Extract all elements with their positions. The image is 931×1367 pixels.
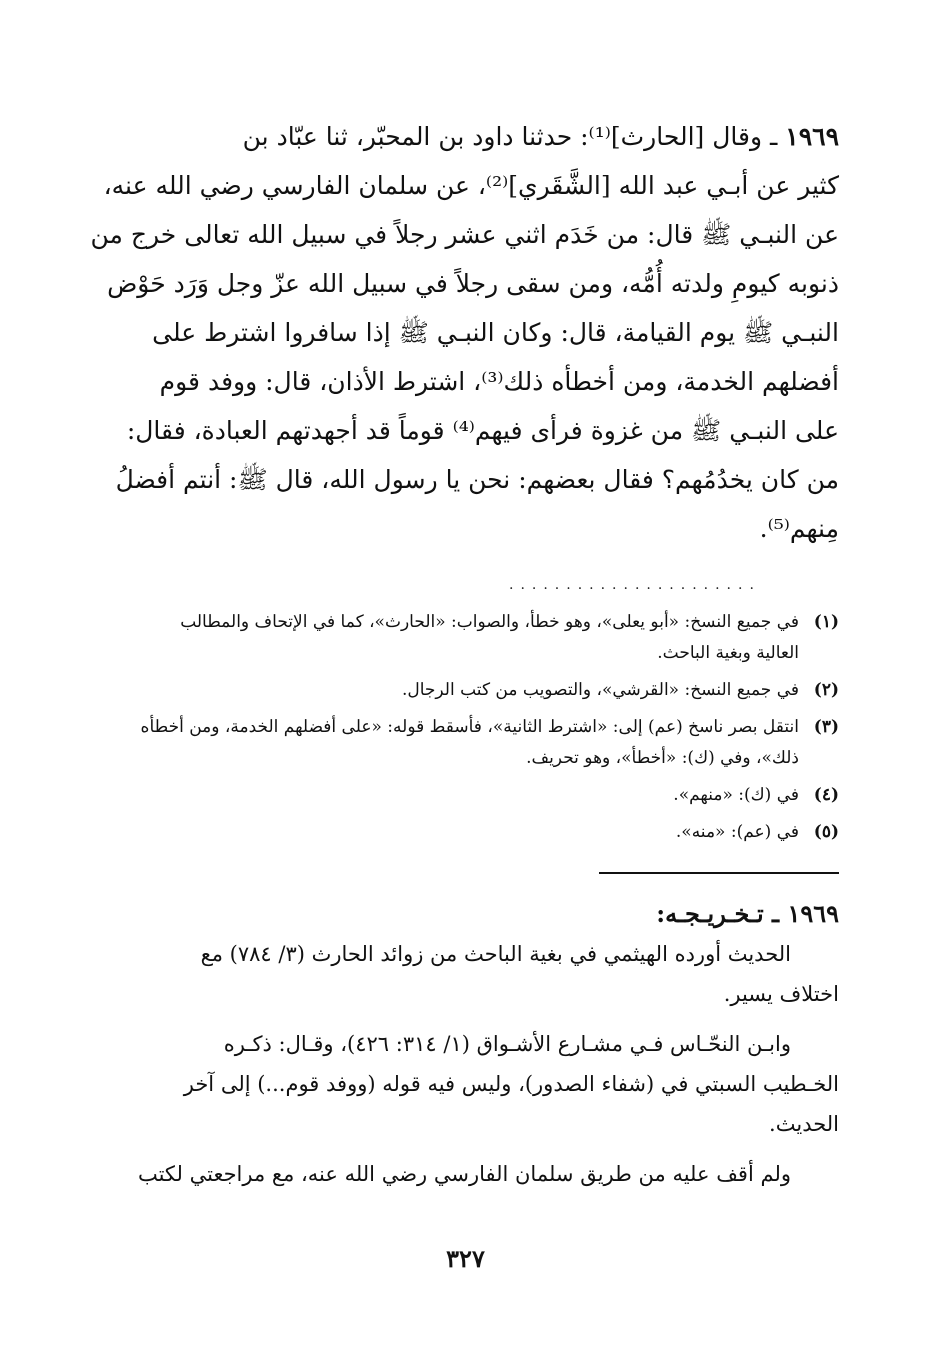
page-body [90,112,839,1204]
hadith-text [90,112,839,553]
hadith-line: ١٩٦٩ ـ وقال [الحارث]⁽¹⁾: حدثنا داود بن المحبّر، ثنا عبّاد بن [242,122,839,151]
footnote-number: (١) [813,612,839,632]
footnote-number: (٢) [813,680,839,700]
hadith-line: على النبـي ﷺ من غزوة فرأى فيهم⁽⁴⁾ قوماً قد أجهدتهم العبادة، فقال: [126,416,839,445]
takhrij-paragraph: ولم أقف عليه من طريق سلمان الفارسي رضي الله عنه، مع مراجعتي لكتب [137,1162,791,1186]
footnote-text: انتقل بصر ناسخ (عم) إلى: «اشترط الثانية»، فأسقط قوله: «على أفضلهم الخدمة، ومن أخطأه [140,717,799,737]
takhrij-paragraph: الحديث أورده الهيثمي في بغية الباحث من زوائد الحارث (٣/ ٧٨٤) مع اختلاف يسير. [200,942,839,1006]
hadith-line: النبـي ﷺ يوم القيامة، قال: وكان النبـي ﷺ إذا سافروا اشترط على [152,318,839,347]
hadith-line: مِنهم⁽⁵⁾. [759,514,839,543]
hadith-line: من كان يخدُمُهم؟ فقال بعضهم: نحن يا رسول الله، قال ﷺ: أنتم أفضلُ [115,465,839,494]
footnote [118,712,839,774]
hadith-line: عن النبـي ﷺ قال: من خَدَم اثني عشر رجلاً في سبيل الله تعالى خرج من [90,220,839,249]
hadith-line: كثير عن أبـي عبد الله [الشَّقَري]⁽²⁾، عن سلمان الفارسي رضي الله عنه، [103,171,839,200]
hadith-line: أفضلهم الخدمة، ومن أخطأه ذلك⁽³⁾، اشترط الأذان، قال: ووفد قوم [159,367,839,396]
footnote-number: (٥) [813,822,839,842]
footnote [118,780,839,811]
hadith-number: ١٩٦٩ [785,122,839,151]
footnote-text: في جميع النسخ: «أبو يعلى»، وهو خطأ، والصواب: «الحارث»، كما في الإتحاف والمطالب [180,612,799,632]
hadith-line: ذنوبه كيومِ ولدته أُمُّه، ومن سقى رجلاً في سبيل الله عزّ وجل وَرَد حَوْض [107,269,839,298]
footnote-text: في (ك): «منهم». [673,785,799,805]
footnote [118,817,839,848]
footnote-number: (٣) [813,717,839,737]
section-divider [599,872,839,874]
footnotes [118,607,839,848]
footnote-number: (٤) [813,785,839,805]
takhrij-title: ١٩٦٩ ـ تـخـريـجـه: [656,899,839,928]
footnote [118,675,839,706]
takhrij-section [118,894,839,1194]
footnote [118,607,839,669]
footnote-separator: ...................... [509,577,761,593]
footnote-text: العالية وبغية الباحث. [657,643,799,663]
footnote-text: في جميع النسخ: «القرشي»، والتصويب من كتب الرجال. [401,680,799,700]
takhrij-paragraph: وابـن النحّـاس فـي مشـارع الأشـواق (١/ ٣١٤: ٤٢٦)، وقـال: ذكـره الخـطيب السبتي في (شفاء الصدور)، وليس فيه قوله (ووفد قوم...) إلى آخر الحديث. [183,1032,839,1136]
footnote-text: في (عم): «منه». [675,822,799,842]
page-number: ٣٢٧ [446,1244,485,1273]
footnote-text: ذلك»، وفي (ك): «أخطأ»، وهو تحريف. [526,748,799,768]
